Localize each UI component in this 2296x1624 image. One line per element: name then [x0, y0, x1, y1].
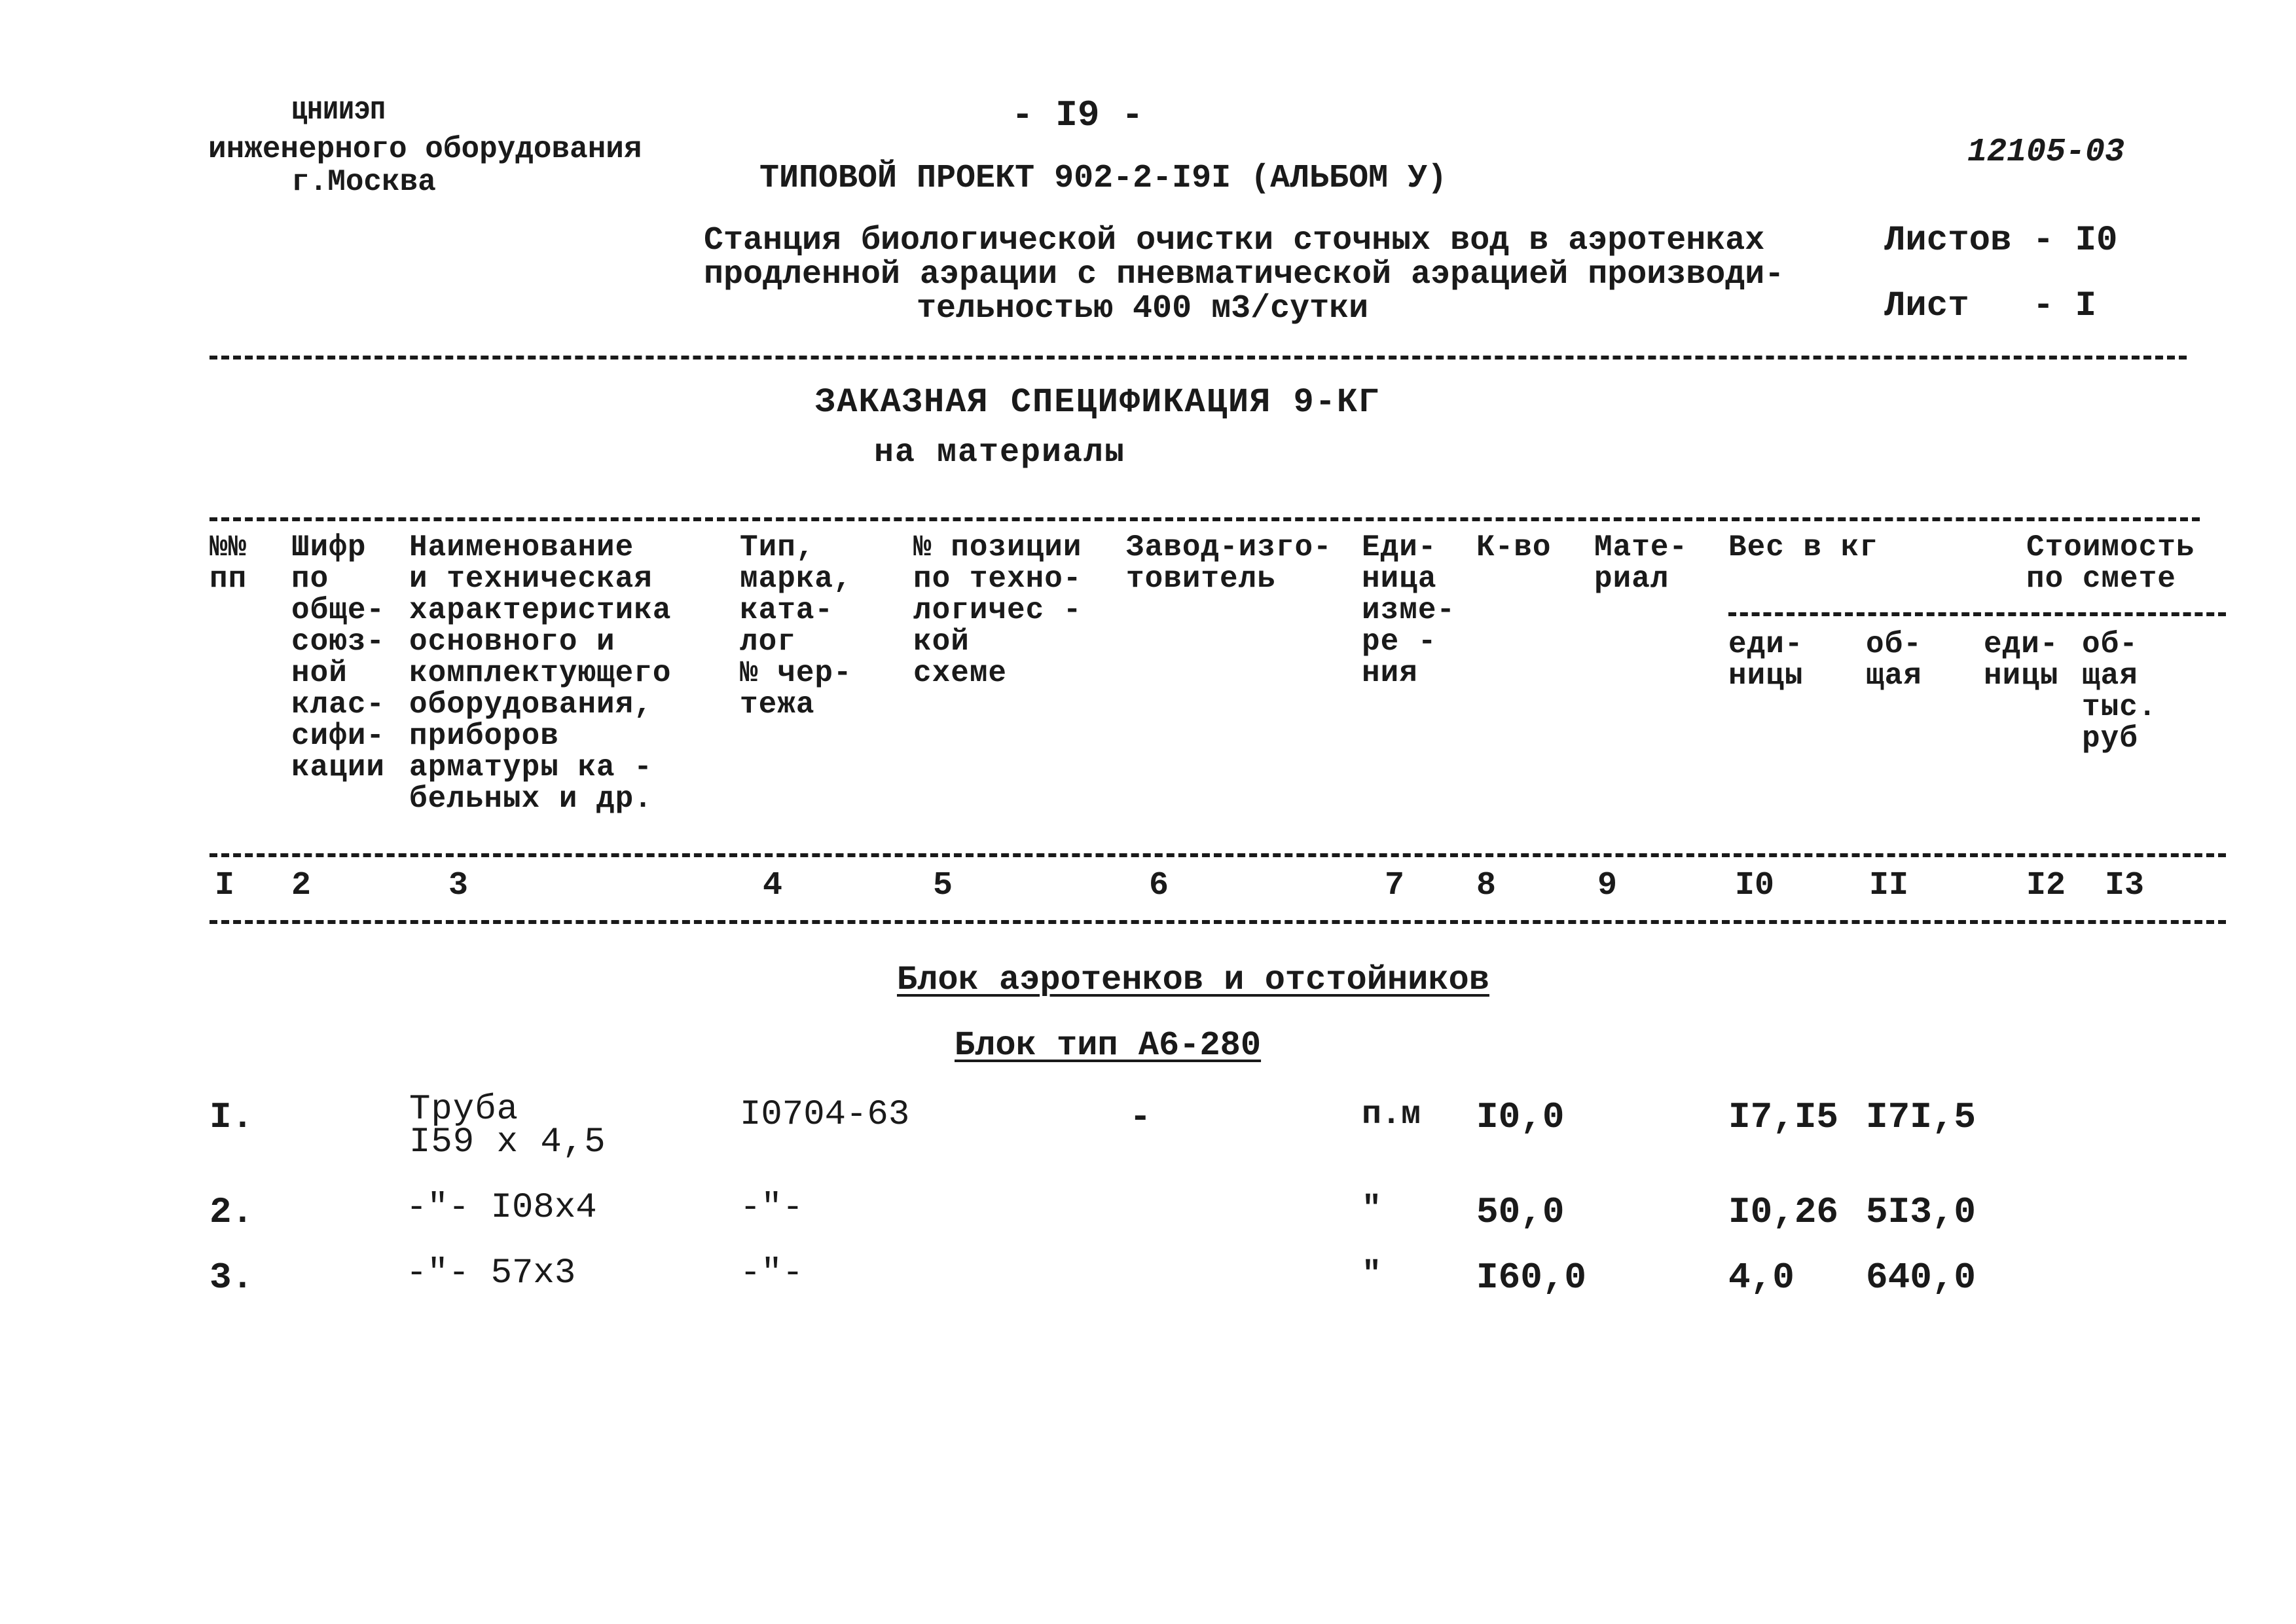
subheader-rule	[1728, 612, 2226, 616]
row-unit: "	[1362, 1190, 1382, 1228]
project-title: ТИПОВОЙ ПРОЕКТ 902-2-I9I (АЛЬБОМ У)	[759, 160, 1448, 197]
col-number: 4	[763, 867, 783, 904]
row-weight-unit: I7,I5	[1728, 1096, 1839, 1138]
row-item-name: -"- I08х4	[406, 1188, 597, 1228]
col-header-cost-group: Стоимость по смете	[2026, 530, 2195, 596]
row-type: -"-	[740, 1188, 804, 1228]
col-number: 3	[448, 867, 469, 904]
row-number: 3.	[210, 1257, 254, 1299]
col-header-code: Шифр по обще- союз- ной клас- сифи- кации	[291, 530, 386, 784]
col-header-weight-unit: еди- ницы	[1728, 627, 1804, 693]
section-subtitle: Блок тип А6-280	[955, 1026, 1262, 1065]
row-type: -"-	[740, 1253, 804, 1293]
table-top-rule	[210, 517, 2200, 521]
col-header-type: Тип, марка, ката- лог № чер- тежа	[740, 530, 852, 722]
col-number: 9	[1597, 867, 1618, 904]
col-number: 6	[1149, 867, 1169, 904]
row-maker: -	[1129, 1096, 1152, 1138]
col-header-cost-unit: еди- ницы	[1984, 627, 2059, 693]
row-weight-total: 5I3,0	[1866, 1191, 1977, 1233]
col-header-unit: Еди- ница изме- ре - ния	[1362, 530, 1456, 690]
col-number: I2	[2026, 867, 2066, 904]
column-numbers-rule	[210, 920, 2226, 924]
row-number: I.	[210, 1096, 254, 1138]
col-number: I3	[2105, 867, 2145, 904]
col-header-weight-group: Вес в кг	[1728, 530, 1878, 564]
row-weight-unit: I0,26	[1728, 1191, 1839, 1233]
row-quantity: I60,0	[1476, 1257, 1587, 1299]
col-header-cost-total: об- щая тыс. руб	[2082, 627, 2157, 756]
sheets-count: Листов - I0	[1884, 221, 2118, 261]
col-header-qty: К-во	[1476, 530, 1552, 564]
spec-subtitle: на материалы	[874, 434, 1126, 471]
section-title: Блок аэротенков и отстойников	[897, 961, 1489, 999]
row-item-name: Труба I59 х 4,5	[409, 1090, 606, 1162]
row-unit: "	[1362, 1256, 1382, 1293]
row-weight-unit: 4,0	[1728, 1257, 1795, 1299]
page-number: - I9 -	[1011, 94, 1144, 136]
station-line-2: продленной аэрации с пневматической аэрацией производи-	[704, 256, 1785, 293]
header-divider	[210, 356, 2187, 360]
document-code: 12105-03	[1967, 134, 2125, 171]
col-number: I	[215, 867, 235, 904]
col-number: II	[1869, 867, 1909, 904]
row-item-name: -"- 57х3	[406, 1253, 576, 1293]
org-line-1: ЦНИИЭП	[291, 98, 386, 127]
col-header-num: №№ пп	[210, 530, 247, 596]
row-type: I0704-63	[740, 1095, 910, 1135]
col-number: I0	[1735, 867, 1775, 904]
row-quantity: 50,0	[1476, 1191, 1565, 1233]
col-header-weight-total: об- щая	[1866, 627, 1922, 693]
col-number: 8	[1476, 867, 1497, 904]
col-header-position: № позиции по техно- логичес - кой схеме	[913, 530, 1082, 690]
station-line-1: Станция биологической очистки сточных вод в аэротенках	[704, 222, 1765, 259]
row-number: 2.	[210, 1191, 254, 1233]
org-line-3: г.Москва	[291, 165, 436, 199]
row-unit: п.м	[1362, 1096, 1421, 1134]
spec-title: ЗАКАЗНАЯ СПЕЦИФИКАЦИЯ 9-КГ	[815, 383, 1381, 422]
col-number: 2	[291, 867, 312, 904]
col-number: 7	[1385, 867, 1405, 904]
header-bottom-rule	[210, 853, 2226, 857]
row-quantity: I0,0	[1476, 1096, 1565, 1138]
row-weight-total: I7I,5	[1866, 1096, 1977, 1138]
station-line-3: тельностью 400 м3/сутки	[917, 290, 1369, 327]
sheet-number: Лист - I	[1884, 286, 2097, 326]
col-header-material: Мате- риал	[1594, 530, 1688, 596]
col-header-maker: Завод-изго- товитель	[1126, 530, 1332, 596]
col-number: 5	[933, 867, 953, 904]
row-weight-total: 640,0	[1866, 1257, 1977, 1299]
org-line-2: инженерного оборудования	[208, 132, 642, 166]
col-header-name: Наименование и техническая характеристика основного и комплектующего оборудования, приборов арматуры ка - бельных и др.	[409, 530, 672, 816]
